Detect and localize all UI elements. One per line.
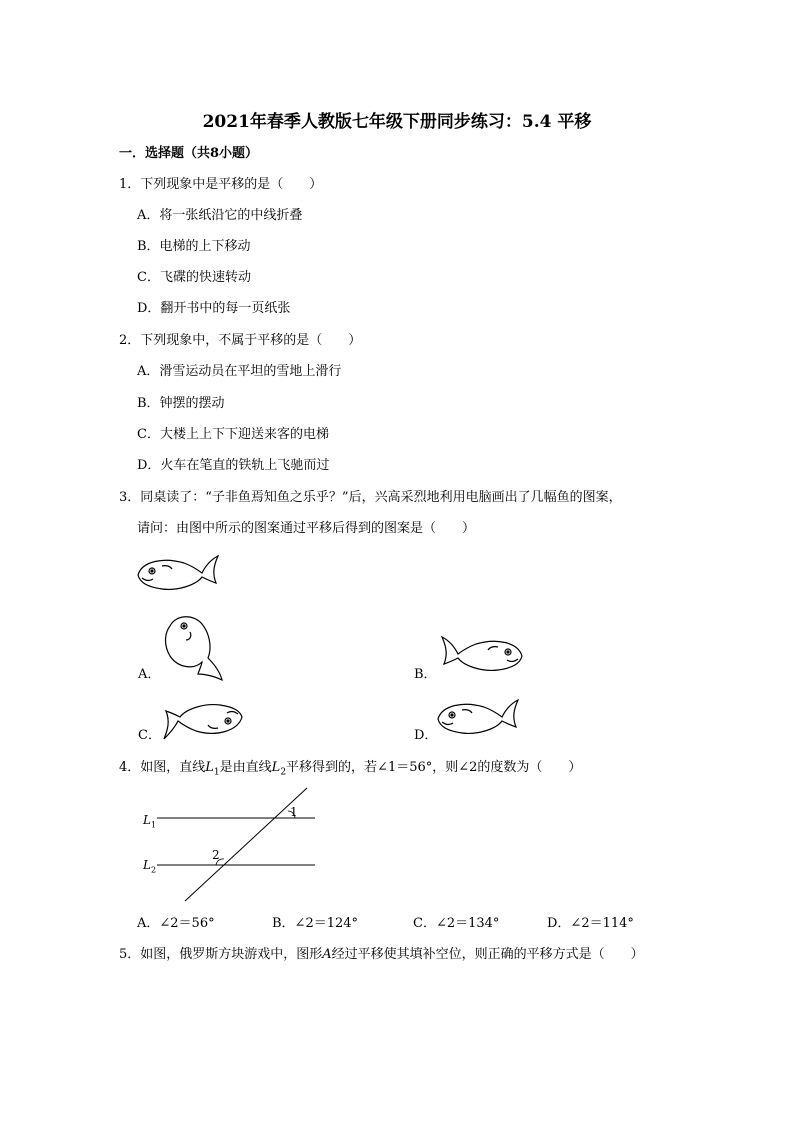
q4-stem: 4．如图，直线$L_1$是由直线$L_2$平移得到的，若∠1＝56°，则∠2的度数为（ ）	[119, 760, 582, 778]
q1-stem: 1．下列现象中是平移的是（ ）	[119, 177, 323, 192]
q3-option-a-label: A．	[138, 667, 161, 682]
q4-figure-label-l2: $L_2$	[143, 858, 157, 875]
q4-option-c: C．∠2＝134°	[413, 916, 500, 931]
q2-option-c: C．大楼上上下下迎送来客的电梯	[137, 427, 329, 442]
q4-option-a: A．∠2＝56°	[137, 916, 215, 931]
q3-option-c-fish-image[interactable]	[162, 697, 246, 741]
q1-option-a: A．将一张纸沿它的中线折叠	[137, 208, 303, 223]
q3-option-d-label: D．	[414, 728, 438, 743]
reference-fish-image	[134, 553, 220, 595]
q2-option-a: A．滑雪运动员在平坦的雪地上滑行	[137, 364, 342, 379]
section-heading: 一．选择题（共8小题）	[119, 146, 259, 161]
q3-option-c-label: C．	[138, 728, 161, 743]
q3-stem-line1: 3．同桌读了：“子非鱼焉知鱼之乐乎？”后，兴高采烈地利用电脑画出了几幅鱼的图案，	[119, 490, 622, 505]
q3-option-b-label: B．	[414, 667, 437, 682]
q2-option-d: D．火车在笔直的铁轨上飞驰而过	[137, 458, 330, 473]
q4-option-d: D．∠2＝114°	[547, 916, 634, 931]
q2-stem: 2．下列现象中，不属于平移的是（ ）	[119, 333, 362, 348]
q5-stem: 5．如图，俄罗斯方块游戏中，图形A经过平移使其填补空位，则正确的平移方式是（ ）	[119, 947, 644, 962]
q3-option-d-fish-image[interactable]	[434, 697, 520, 741]
q4-figure-angle-1: 1	[290, 805, 298, 819]
q4-figure-label-l1: $L_1$	[143, 813, 157, 830]
page-title: 2021年春季人教版七年级下册同步练习：5.4 平移	[202, 112, 592, 132]
q4-option-b: B．∠2＝124°	[272, 916, 359, 931]
q4-figure-angle-2: 2	[212, 848, 220, 862]
q3-option-b-fish-image[interactable]	[438, 634, 526, 678]
q1-option-d: D．翻开书中的每一页纸张	[137, 301, 291, 316]
q1-option-b: B．电梯的上下移动	[137, 239, 251, 254]
q4-parallel-lines-figure	[135, 783, 335, 903]
q3-stem-line2: 请问：由图中所示的图案通过平移后得到的图案是（ ）	[137, 521, 476, 536]
q2-option-b: B．钟摆的摆动	[137, 396, 225, 411]
q3-option-a-fish-image[interactable]	[160, 612, 226, 682]
q1-option-c: C．飞碟的快速转动	[137, 270, 251, 285]
